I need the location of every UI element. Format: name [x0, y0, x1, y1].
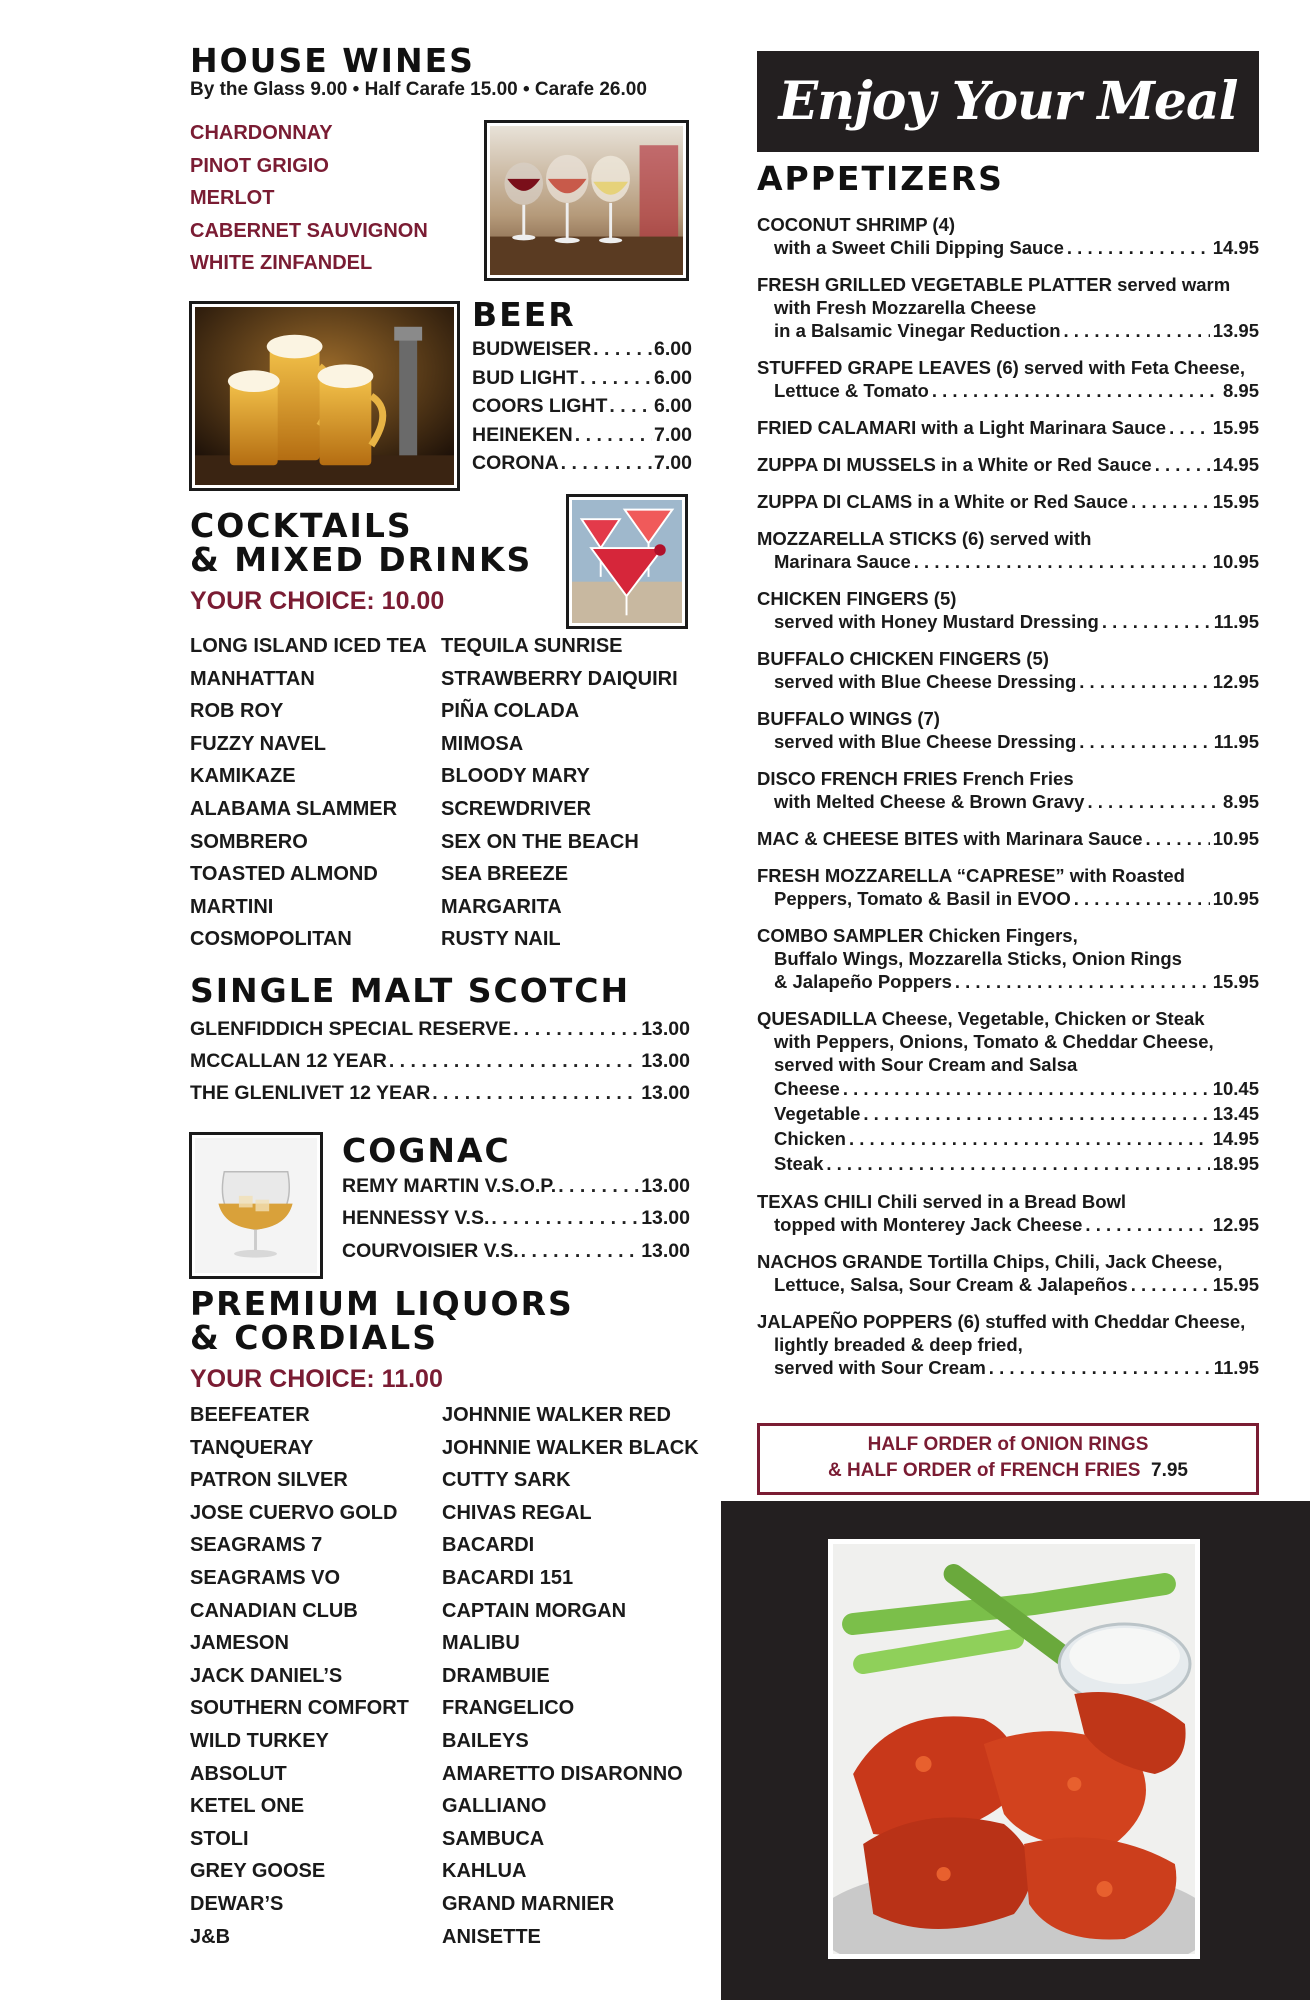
- appetizer-price-row: [774, 1273, 1259, 1296]
- appetizer-price-row: [757, 453, 1259, 476]
- cocktail-item: SCREWDRIVER: [441, 797, 592, 820]
- appetizer-list: [757, 213, 1259, 1379]
- appetizer-price: 15.95: [1212, 1274, 1259, 1295]
- appetizer-item-quesadilla: [757, 1007, 1259, 1176]
- appetizer-text: MAC & CHEESE BITES with Marinara Sauce: [757, 828, 1143, 849]
- appetizer-item: [757, 707, 1259, 753]
- house-wines-section: [190, 41, 647, 101]
- wine-list: [190, 117, 428, 280]
- liquor-item: BACARDI: [442, 1534, 535, 1557]
- dot-leader: [863, 1101, 1209, 1126]
- appetizer-description: [757, 670, 1259, 693]
- scotch-list: [190, 1013, 690, 1109]
- appetizer-price-row: [774, 379, 1259, 402]
- appetizer-description: [757, 790, 1259, 813]
- appetizer-price-row: [774, 1126, 1259, 1151]
- item-name: GLENFIDDICH SPECIAL RESERVE: [190, 1018, 512, 1040]
- appetizer-desc-line: with Peppers, Onions, Tomato & Cheddar Cheese,: [774, 1031, 1214, 1052]
- item-price: 6.00: [654, 395, 692, 418]
- dot-leader: [849, 1126, 1210, 1151]
- appetizer-price-row: [757, 490, 1259, 513]
- appetizer-text: ZUPPA DI MUSSELS in a White or Red Sauce: [757, 454, 1152, 475]
- appetizer-desc-line: served with Sour Cream and Salsa: [774, 1054, 1078, 1075]
- appetizer-text: & Jalapeño Poppers: [774, 971, 952, 992]
- appetizer-text: Steak: [774, 1153, 824, 1174]
- price-row: [190, 1077, 690, 1109]
- cocktail-item: TOASTED ALMOND: [190, 863, 378, 886]
- half-order-price: 7.95: [1151, 1460, 1188, 1481]
- appetizer-text: Peppers, Tomato & Basil in EVOO: [774, 888, 1071, 909]
- appetizer-item: [757, 924, 1259, 993]
- dot-leader: [1079, 730, 1210, 753]
- appetizer-price: 10.95: [1212, 828, 1259, 849]
- liquor-item: MALIBU: [442, 1632, 520, 1655]
- wine-item: CHARDONNAY: [190, 122, 333, 144]
- cocktail-item: MARTINI: [190, 895, 274, 918]
- dot-leader: [1102, 610, 1211, 633]
- cocktail-item: SEX ON THE BEACH: [441, 830, 639, 853]
- appetizer-price-row: [774, 670, 1259, 693]
- appetizer-price: 13.95: [1212, 320, 1259, 341]
- liquor-item: KAHLUA: [442, 1860, 527, 1883]
- cocktail-item: MARGARITA: [441, 895, 562, 918]
- appetizer-text: with Melted Cheese & Brown Gravy: [774, 791, 1085, 812]
- dot-leader: [1087, 790, 1220, 813]
- item-name: HENNESSY V.S.: [342, 1207, 490, 1230]
- liquor-item: SEAGRAMS 7: [190, 1534, 323, 1557]
- liquor-item: AMARETTO DISARONNO: [442, 1762, 683, 1785]
- cocktail-item: FUZZY NAVEL: [190, 732, 326, 755]
- dot-leader: [389, 1045, 639, 1077]
- appetizer-price: 18.95: [1212, 1153, 1259, 1174]
- appetizer-price: 8.95: [1222, 791, 1259, 812]
- cocktail-item: ALABAMA SLAMMER: [190, 797, 398, 820]
- appetizer-item: [757, 273, 1259, 342]
- appetizer-name: DISCO FRENCH FRIES French Fries: [757, 768, 1074, 789]
- appetizer-item: [757, 827, 1259, 850]
- appetizer-description: [757, 947, 1259, 993]
- item-price: 13.00: [641, 1175, 690, 1197]
- appetizer-price: 13.45: [1212, 1103, 1259, 1124]
- appetizer-item: [757, 767, 1259, 813]
- appetizer-price-row: [774, 236, 1259, 259]
- appetizer-name: STUFFED GRAPE LEAVES (6) served with Feta Cheese,: [757, 357, 1245, 378]
- dot-leader: [826, 1151, 1209, 1176]
- item-name: HEINEKEN: [472, 423, 573, 446]
- dot-leader: [432, 1077, 639, 1109]
- appetizer-item: [757, 453, 1259, 476]
- appetizer-price: 14.95: [1212, 1128, 1259, 1149]
- dot-leader: [1169, 416, 1210, 439]
- price-row: [472, 392, 692, 421]
- beer-title: BEER: [472, 295, 576, 334]
- liquors-choice-price: YOUR CHOICE: 11.00: [190, 1365, 443, 1393]
- dot-leader: [558, 1170, 639, 1202]
- cocktail-item: MANHATTAN: [190, 667, 315, 690]
- wine-item: WHITE ZINFANDEL: [190, 252, 373, 275]
- liquor-item: KETEL ONE: [190, 1795, 305, 1818]
- appetizer-price: 12.95: [1212, 671, 1259, 692]
- item-name: REMY MARTIN V.S.O.P.: [342, 1175, 557, 1197]
- wine-item: PINOT GRIGIO: [190, 154, 329, 177]
- appetizer-price: 11.95: [1213, 1357, 1259, 1378]
- cocktail-item: TEQUILA SUNRISE: [441, 635, 623, 657]
- appetizer-text: topped with Monterey Jack Cheese: [774, 1214, 1083, 1235]
- dot-leader: [580, 364, 652, 393]
- cocktail-item: MIMOSA: [441, 732, 524, 755]
- appetizer-text: with a Sweet Chili Dipping Sauce: [774, 237, 1064, 258]
- cocktail-item: STRAWBERRY DAIQUIRI: [441, 667, 678, 690]
- liquor-item: JOHNNIE WALKER BLACK: [442, 1436, 699, 1459]
- house-wines-prices: By the Glass 9.00 • Half Carafe 15.00 • Carafe 26.00: [190, 79, 647, 100]
- appetizer-item: [757, 213, 1259, 259]
- appetizer-price: 10.95: [1212, 551, 1259, 572]
- liquor-item: GREY GOOSE: [190, 1860, 326, 1883]
- cocktails-section: [190, 506, 533, 616]
- appetizer-name: COMBO SAMPLER Chicken Fingers,: [757, 925, 1078, 946]
- price-row: [472, 421, 692, 450]
- liquor-list-left: [190, 1399, 442, 1953]
- appetizer-name: QUESADILLA Cheese, Vegetable, Chicken or Steak: [757, 1008, 1205, 1029]
- item-price: 6.00: [654, 366, 692, 389]
- appetizer-price-row: [774, 1151, 1259, 1176]
- appetizer-name: FRESH MOZZARELLA “CAPRESE” with Roasted: [757, 865, 1185, 886]
- appetizer-item: [757, 587, 1259, 633]
- appetizer-price: 15.95: [1212, 491, 1259, 512]
- wine-item: CABERNET SAUVIGNON: [190, 219, 428, 242]
- cocktail-item: LONG ISLAND ICED TEA: [190, 635, 427, 657]
- price-row: [342, 1202, 690, 1234]
- appetizer-text: served with Blue Cheese Dressing: [774, 671, 1077, 692]
- item-price: 13.00: [641, 1207, 690, 1230]
- liquor-item: STOLI: [190, 1827, 249, 1850]
- dot-leader: [932, 379, 1220, 402]
- appetizer-text: FRIED CALAMARI with a Light Marinara Sauce: [757, 417, 1167, 438]
- liquor-item: CAPTAIN MORGAN: [442, 1599, 627, 1622]
- dot-leader: [513, 1013, 639, 1045]
- cocktail-item: COSMOPOLITAN: [190, 928, 352, 951]
- beer-section: [472, 295, 692, 478]
- item-name: MCCALLAN 12 YEAR: [190, 1050, 387, 1072]
- item-price: 13.00: [641, 1050, 690, 1072]
- enjoy-your-meal-text: Enjoy Your Meal: [778, 71, 1238, 132]
- beer-mugs-photo: [189, 301, 460, 491]
- appetizer-name: COCONUT SHRIMP (4): [757, 214, 956, 235]
- appetizer-text: Chicken: [774, 1128, 846, 1149]
- appetizer-item: [757, 647, 1259, 693]
- cocktail-item: SOMBRERO: [190, 830, 308, 853]
- wine-item: MERLOT: [190, 187, 275, 210]
- liquor-item: SAMBUCA: [442, 1827, 545, 1850]
- appetizer-price: 15.95: [1212, 417, 1259, 438]
- appetizer-description: [757, 730, 1259, 753]
- scotch-title: SINGLE MALT SCOTCH: [190, 971, 631, 1010]
- cocktail-item: RUSTY NAIL: [441, 928, 561, 951]
- price-row: [190, 1045, 690, 1077]
- appetizer-price: 11.95: [1213, 731, 1259, 752]
- dot-leader: [593, 335, 652, 364]
- dot-leader: [914, 550, 1210, 573]
- appetizer-desc-line: with Fresh Mozzarella Cheese: [774, 297, 1037, 318]
- appetizer-price-row: [774, 730, 1259, 753]
- appetizer-price: 11.95: [1213, 611, 1259, 632]
- appetizer-name: FRESH GRILLED VEGETABLE PLATTER served warm: [757, 274, 1231, 295]
- appetizer-price-row: [757, 416, 1259, 439]
- appetizer-text: served with Blue Cheese Dressing: [774, 731, 1077, 752]
- dot-leader: [843, 1076, 1210, 1101]
- dot-leader: [1131, 1273, 1210, 1296]
- scotch-section: [190, 971, 690, 1109]
- appetizer-name: BUFFALO WINGS (7): [757, 708, 940, 729]
- liquor-item: ABSOLUT: [190, 1762, 287, 1785]
- dot-leader: [609, 392, 652, 421]
- cognac-snifter-photo: [189, 1132, 323, 1279]
- cocktail-item: BLOODY MARY: [441, 765, 590, 788]
- appetizer-price-row: [774, 970, 1259, 993]
- liquor-item: JAMESON: [190, 1632, 289, 1655]
- appetizer-item: [757, 527, 1259, 573]
- buffalo-wings-photo: [828, 1539, 1200, 1959]
- appetizer-text: Lettuce, Salsa, Sour Cream & Jalapeños: [774, 1274, 1128, 1295]
- appetizer-price-row: [774, 1101, 1259, 1126]
- appetizer-item: [757, 356, 1259, 402]
- liquor-item: BEEFEATER: [190, 1404, 310, 1426]
- dot-leader: [491, 1202, 639, 1234]
- liquors-section: [190, 1284, 574, 1394]
- appetizer-desc-line: Buffalo Wings, Mozzarella Sticks, Onion Rings: [774, 948, 1182, 969]
- appetizer-item: [757, 864, 1259, 910]
- cocktail-list: [190, 630, 690, 956]
- liquor-item: DRAMBUIE: [442, 1664, 550, 1687]
- house-wines-title: HOUSE WINES: [190, 41, 475, 80]
- liquor-list: [190, 1399, 700, 1953]
- appetizer-description: [757, 610, 1259, 633]
- item-price: 13.00: [641, 1239, 690, 1262]
- liquor-item: SEAGRAMS VO: [190, 1566, 341, 1589]
- dot-leader: [1067, 236, 1210, 259]
- cocktails-choice-price: YOUR CHOICE: 10.00: [190, 587, 445, 615]
- item-name: BUD LIGHT: [472, 366, 579, 389]
- item-name: BUDWEISER: [472, 338, 592, 360]
- liquor-item: SOUTHERN COMFORT: [190, 1697, 409, 1720]
- appetizer-description: [757, 887, 1259, 910]
- appetizer-price: 10.45: [1212, 1078, 1259, 1099]
- appetizer-price-row: [757, 827, 1259, 850]
- appetizer-price: 8.95: [1222, 380, 1259, 401]
- liquor-item: JACK DANIEL’S: [190, 1664, 343, 1687]
- appetizer-name: JALAPEÑO POPPERS (6) stuffed with Cheddar Cheese,: [757, 1311, 1246, 1332]
- dot-leader: [1064, 319, 1210, 342]
- liquor-item: GALLIANO: [442, 1795, 547, 1818]
- appetizer-item: [757, 416, 1259, 439]
- appetizer-description: [757, 236, 1259, 259]
- wings-photo-panel: [721, 1501, 1310, 2000]
- cocktails-title-line1: COCKTAILS: [190, 506, 413, 545]
- appetizer-price-row: [774, 790, 1259, 813]
- dot-leader: [1155, 453, 1210, 476]
- enjoy-your-meal-banner: [757, 51, 1259, 152]
- appetizer-text: ZUPPA DI CLAMS in a White or Red Sauce: [757, 491, 1129, 512]
- appetizer-text: in a Balsamic Vinegar Reduction: [774, 320, 1061, 341]
- appetizer-text: Cheese: [774, 1078, 840, 1099]
- liquors-title-line1: PREMIUM LIQUORS: [190, 1284, 574, 1323]
- dot-leader: [989, 1356, 1211, 1379]
- price-row: [472, 364, 692, 393]
- appetizers-title: APPETIZERS: [757, 159, 1004, 198]
- appetizer-name: MOZZARELLA STICKS (6) served with: [757, 528, 1092, 549]
- appetizer-text: Vegetable: [774, 1103, 861, 1124]
- liquor-item: TANQUERAY: [190, 1436, 314, 1459]
- cocktail-list-left: [190, 630, 439, 956]
- appetizer-price-row: [774, 610, 1259, 633]
- appetizer-desc-line: lightly breaded & deep fried,: [774, 1334, 1023, 1355]
- half-order-line2: & HALF ORDER of FRENCH FRIES: [828, 1460, 1141, 1481]
- liquor-item: JOHNNIE WALKER RED: [442, 1404, 671, 1426]
- liquor-item: DEWAR’S: [190, 1892, 284, 1915]
- cocktail-list-right: [439, 630, 690, 956]
- liquor-item: CANADIAN CLUB: [190, 1599, 358, 1622]
- cocktails-title-line2: & MIXED DRINKS: [190, 540, 533, 579]
- liquor-item: ANISETTE: [442, 1925, 541, 1948]
- price-row: [342, 1235, 690, 1267]
- liquor-item: JOSE CUERVO GOLD: [190, 1501, 398, 1524]
- appetizer-description: [757, 1333, 1259, 1379]
- price-row: [472, 449, 692, 478]
- wine-glasses-photo: [484, 120, 689, 281]
- item-name: CORONA: [472, 452, 559, 475]
- item-price: 13.00: [641, 1018, 690, 1040]
- liquor-item: J&B: [190, 1925, 231, 1948]
- appetizer-price: 14.95: [1212, 454, 1259, 475]
- dot-leader: [521, 1235, 640, 1267]
- cocktail-item: KAMIKAZE: [190, 765, 296, 788]
- appetizer-text: served with Honey Mustard Dressing: [774, 611, 1099, 632]
- appetizer-price: 14.95: [1212, 237, 1259, 258]
- appetizer-price-row: [774, 319, 1259, 342]
- appetizer-description: [757, 296, 1259, 342]
- dot-leader: [561, 449, 652, 478]
- appetizer-price-row: [774, 550, 1259, 573]
- appetizer-price: 12.95: [1212, 1214, 1259, 1235]
- dot-leader: [1085, 1213, 1209, 1236]
- dot-leader: [1074, 887, 1210, 910]
- item-name: COURVOISIER V.S.: [342, 1239, 519, 1262]
- appetizer-price-row: [774, 1213, 1259, 1236]
- liquor-item: WILD TURKEY: [190, 1729, 329, 1752]
- liquor-item: BAILEYS: [442, 1729, 529, 1752]
- price-row: [472, 335, 692, 364]
- item-name: THE GLENLIVET 12 YEAR: [190, 1082, 431, 1104]
- appetizer-text: served with Sour Cream: [774, 1357, 986, 1378]
- dot-leader: [1131, 490, 1210, 513]
- liquor-list-right: [442, 1399, 700, 1953]
- appetizer-description: [757, 1273, 1259, 1296]
- cocktail-item: ROB ROY: [190, 700, 284, 723]
- cocktail-item: SEA BREEZE: [441, 863, 569, 886]
- appetizer-price: 15.95: [1212, 971, 1259, 992]
- cognac-section: [342, 1131, 690, 1267]
- appetizer-name: BUFFALO CHICKEN FINGERS (5): [757, 648, 1049, 669]
- dot-leader: [1146, 827, 1210, 850]
- liquor-item: FRANGELICO: [442, 1697, 575, 1720]
- liquor-item: CUTTY SARK: [442, 1469, 571, 1492]
- liquor-item: CHIVAS REGAL: [442, 1501, 592, 1524]
- cognac-list: [342, 1170, 690, 1267]
- dot-leader: [575, 421, 652, 450]
- item-price: 6.00: [654, 338, 692, 360]
- appetizer-item: [757, 1190, 1259, 1236]
- appetizer-name: NACHOS GRANDE Tortilla Chips, Chili, Jack Cheese,: [757, 1251, 1223, 1272]
- price-row: [342, 1170, 690, 1202]
- half-order-line1: HALF ORDER of ONION RINGS: [867, 1434, 1149, 1455]
- appetizers-section: [757, 159, 1259, 1393]
- appetizer-price-row: [774, 887, 1259, 910]
- half-order-line2-wrap: [760, 1458, 1256, 1484]
- liquor-item: BACARDI 151: [442, 1566, 574, 1589]
- liquor-item: GRAND MARNIER: [442, 1892, 615, 1915]
- appetizer-name: CHICKEN FINGERS (5): [757, 588, 957, 609]
- appetizer-price: 10.95: [1212, 888, 1259, 909]
- appetizer-price-row: [774, 1356, 1259, 1379]
- liquor-item: PATRON SILVER: [190, 1469, 348, 1492]
- cognac-title: COGNAC: [342, 1131, 511, 1170]
- appetizer-name: TEXAS CHILI Chili served in a Bread Bowl: [757, 1191, 1127, 1212]
- appetizer-item: [757, 490, 1259, 513]
- item-price: 7.00: [654, 423, 692, 446]
- appetizer-text: Lettuce & Tomato: [774, 380, 929, 401]
- cocktail-item: PIÑA COLADA: [441, 700, 580, 723]
- liquors-title-line2: & CORDIALS: [190, 1318, 438, 1357]
- price-row: [190, 1013, 690, 1045]
- beer-list: [472, 335, 692, 478]
- item-name: COORS LIGHT: [472, 395, 608, 418]
- item-price: 7.00: [654, 452, 692, 475]
- appetizer-item: [757, 1310, 1259, 1379]
- martini-photo: [566, 494, 688, 629]
- half-order-box: [757, 1423, 1259, 1495]
- appetizer-text: Marinara Sauce: [774, 551, 911, 572]
- appetizer-description: [757, 550, 1259, 573]
- dot-leader: [1079, 670, 1209, 693]
- dot-leader: [955, 970, 1210, 993]
- appetizer-item: [757, 1250, 1259, 1296]
- appetizer-price-row: [774, 1076, 1259, 1101]
- item-price: 13.00: [641, 1082, 690, 1104]
- appetizer-description: [757, 379, 1259, 402]
- appetizer-description: [757, 1213, 1259, 1236]
- appetizer-description: [757, 1030, 1259, 1176]
